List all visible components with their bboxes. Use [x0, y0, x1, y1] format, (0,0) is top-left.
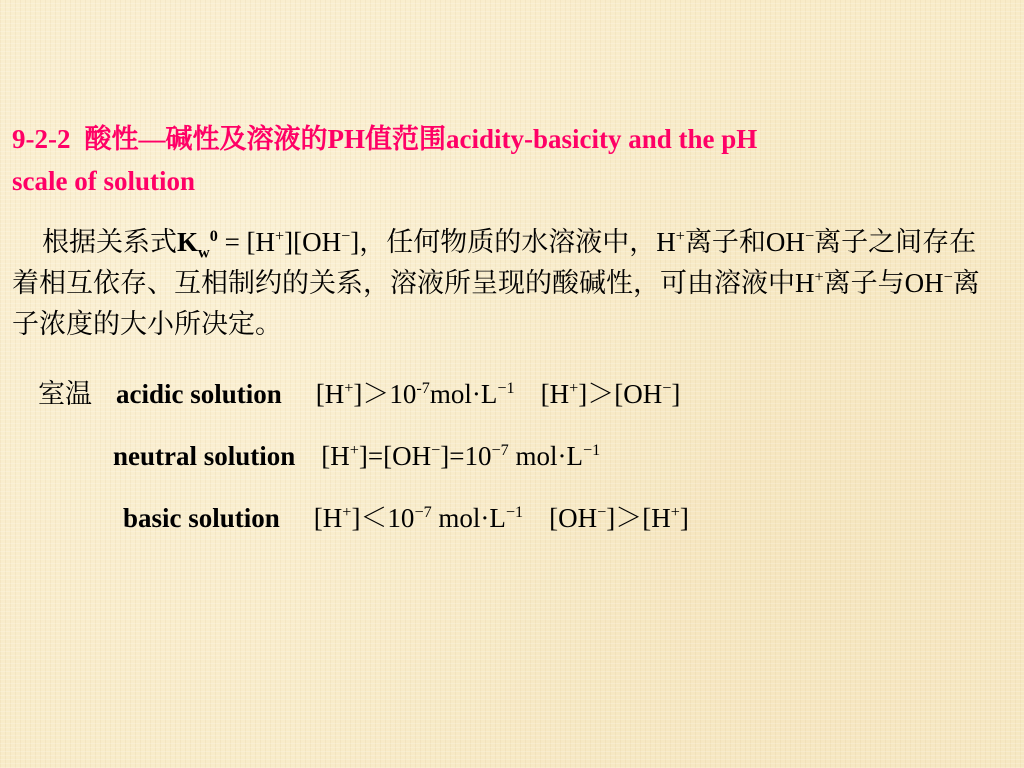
formula-text: [OH — [549, 503, 598, 533]
body-paragraph — [12, 222, 1002, 345]
formula-text: [H — [321, 441, 350, 471]
basic-label: basic solution — [123, 503, 280, 533]
paragraph-text: 离子与OH — [823, 268, 944, 298]
kw-superscript: 0 — [209, 227, 218, 245]
exponent-sup: −7 — [491, 441, 509, 459]
formula-text: ]＞10 — [353, 379, 417, 409]
charge-sup: − — [943, 268, 953, 286]
heading-english: acidity-basicity and the pH — [445, 124, 758, 154]
paragraph-text: ][OH — [284, 227, 342, 257]
formula-text: [H — [540, 379, 570, 409]
formula-text: ]＞[OH — [578, 379, 663, 409]
formula-text: ]=10 — [440, 441, 492, 471]
formula-text: ]＞[H — [606, 503, 671, 533]
section-heading — [12, 118, 1002, 202]
kw-letter: K — [177, 227, 199, 257]
acidic-condition-row — [38, 376, 680, 412]
paragraph-text: 离子之间存在着相互依存、互相制约的关系，溶液所呈现的酸碱性，可由溶液中H — [12, 227, 977, 298]
paragraph-text: 离子浓度的大小所决定。 — [12, 268, 980, 339]
paragraph-text: 根据关系式 — [42, 227, 177, 257]
paragraph-text: = [H — [217, 227, 276, 257]
charge-sup: − — [597, 503, 607, 521]
charge-sup: + — [670, 503, 680, 521]
formula-text: [H — [313, 503, 343, 533]
charge-sup: − — [662, 379, 672, 397]
charge-sup: − — [431, 441, 441, 459]
neutral-label: neutral solution — [113, 441, 296, 471]
acidic-label: acidic solution — [116, 379, 282, 409]
heading-chinese: 酸性—碱性及溶液的PH值范围 — [84, 124, 446, 154]
exponent-sup: −1 — [582, 441, 601, 459]
charge-sup: + — [275, 227, 285, 245]
formula-text: mol·L — [429, 379, 498, 409]
paragraph-text: 离子和OH — [684, 227, 805, 257]
formula-text: ]=[OH — [358, 441, 432, 471]
formula-text: [H — [315, 379, 345, 409]
formula-text: mol·L — [431, 503, 506, 533]
kw-symbol — [177, 227, 218, 262]
charge-sup: + — [342, 503, 352, 521]
charge-sup: − — [341, 227, 351, 245]
exponent-sup: −1 — [497, 379, 515, 397]
exponent-sup: −7 — [414, 503, 432, 521]
basic-condition-row — [123, 500, 689, 536]
charge-sup: + — [569, 379, 579, 397]
heading-english-line2: scale of solution — [12, 166, 196, 196]
paragraph-text: ]，任何物质的水溶液中，H — [350, 227, 676, 257]
formula-text: ] — [679, 503, 689, 533]
formula-text: ] — [671, 379, 681, 409]
formula-text: ]＜10 — [351, 503, 415, 533]
charge-sup: + — [349, 441, 359, 459]
charge-sup: + — [344, 379, 354, 397]
section-number: 9-2-2 — [12, 124, 71, 154]
formula-text: mol·L — [508, 441, 583, 471]
kw-subscript: w — [198, 243, 210, 262]
charge-sup: + — [675, 227, 685, 245]
neutral-condition-row — [113, 438, 600, 474]
charge-sup: − — [804, 227, 815, 245]
charge-sup: + — [814, 268, 824, 286]
room-temp-label: 室温 — [38, 379, 92, 409]
exponent-sup: -7 — [416, 379, 430, 397]
exponent-sup: −1 — [505, 503, 524, 521]
